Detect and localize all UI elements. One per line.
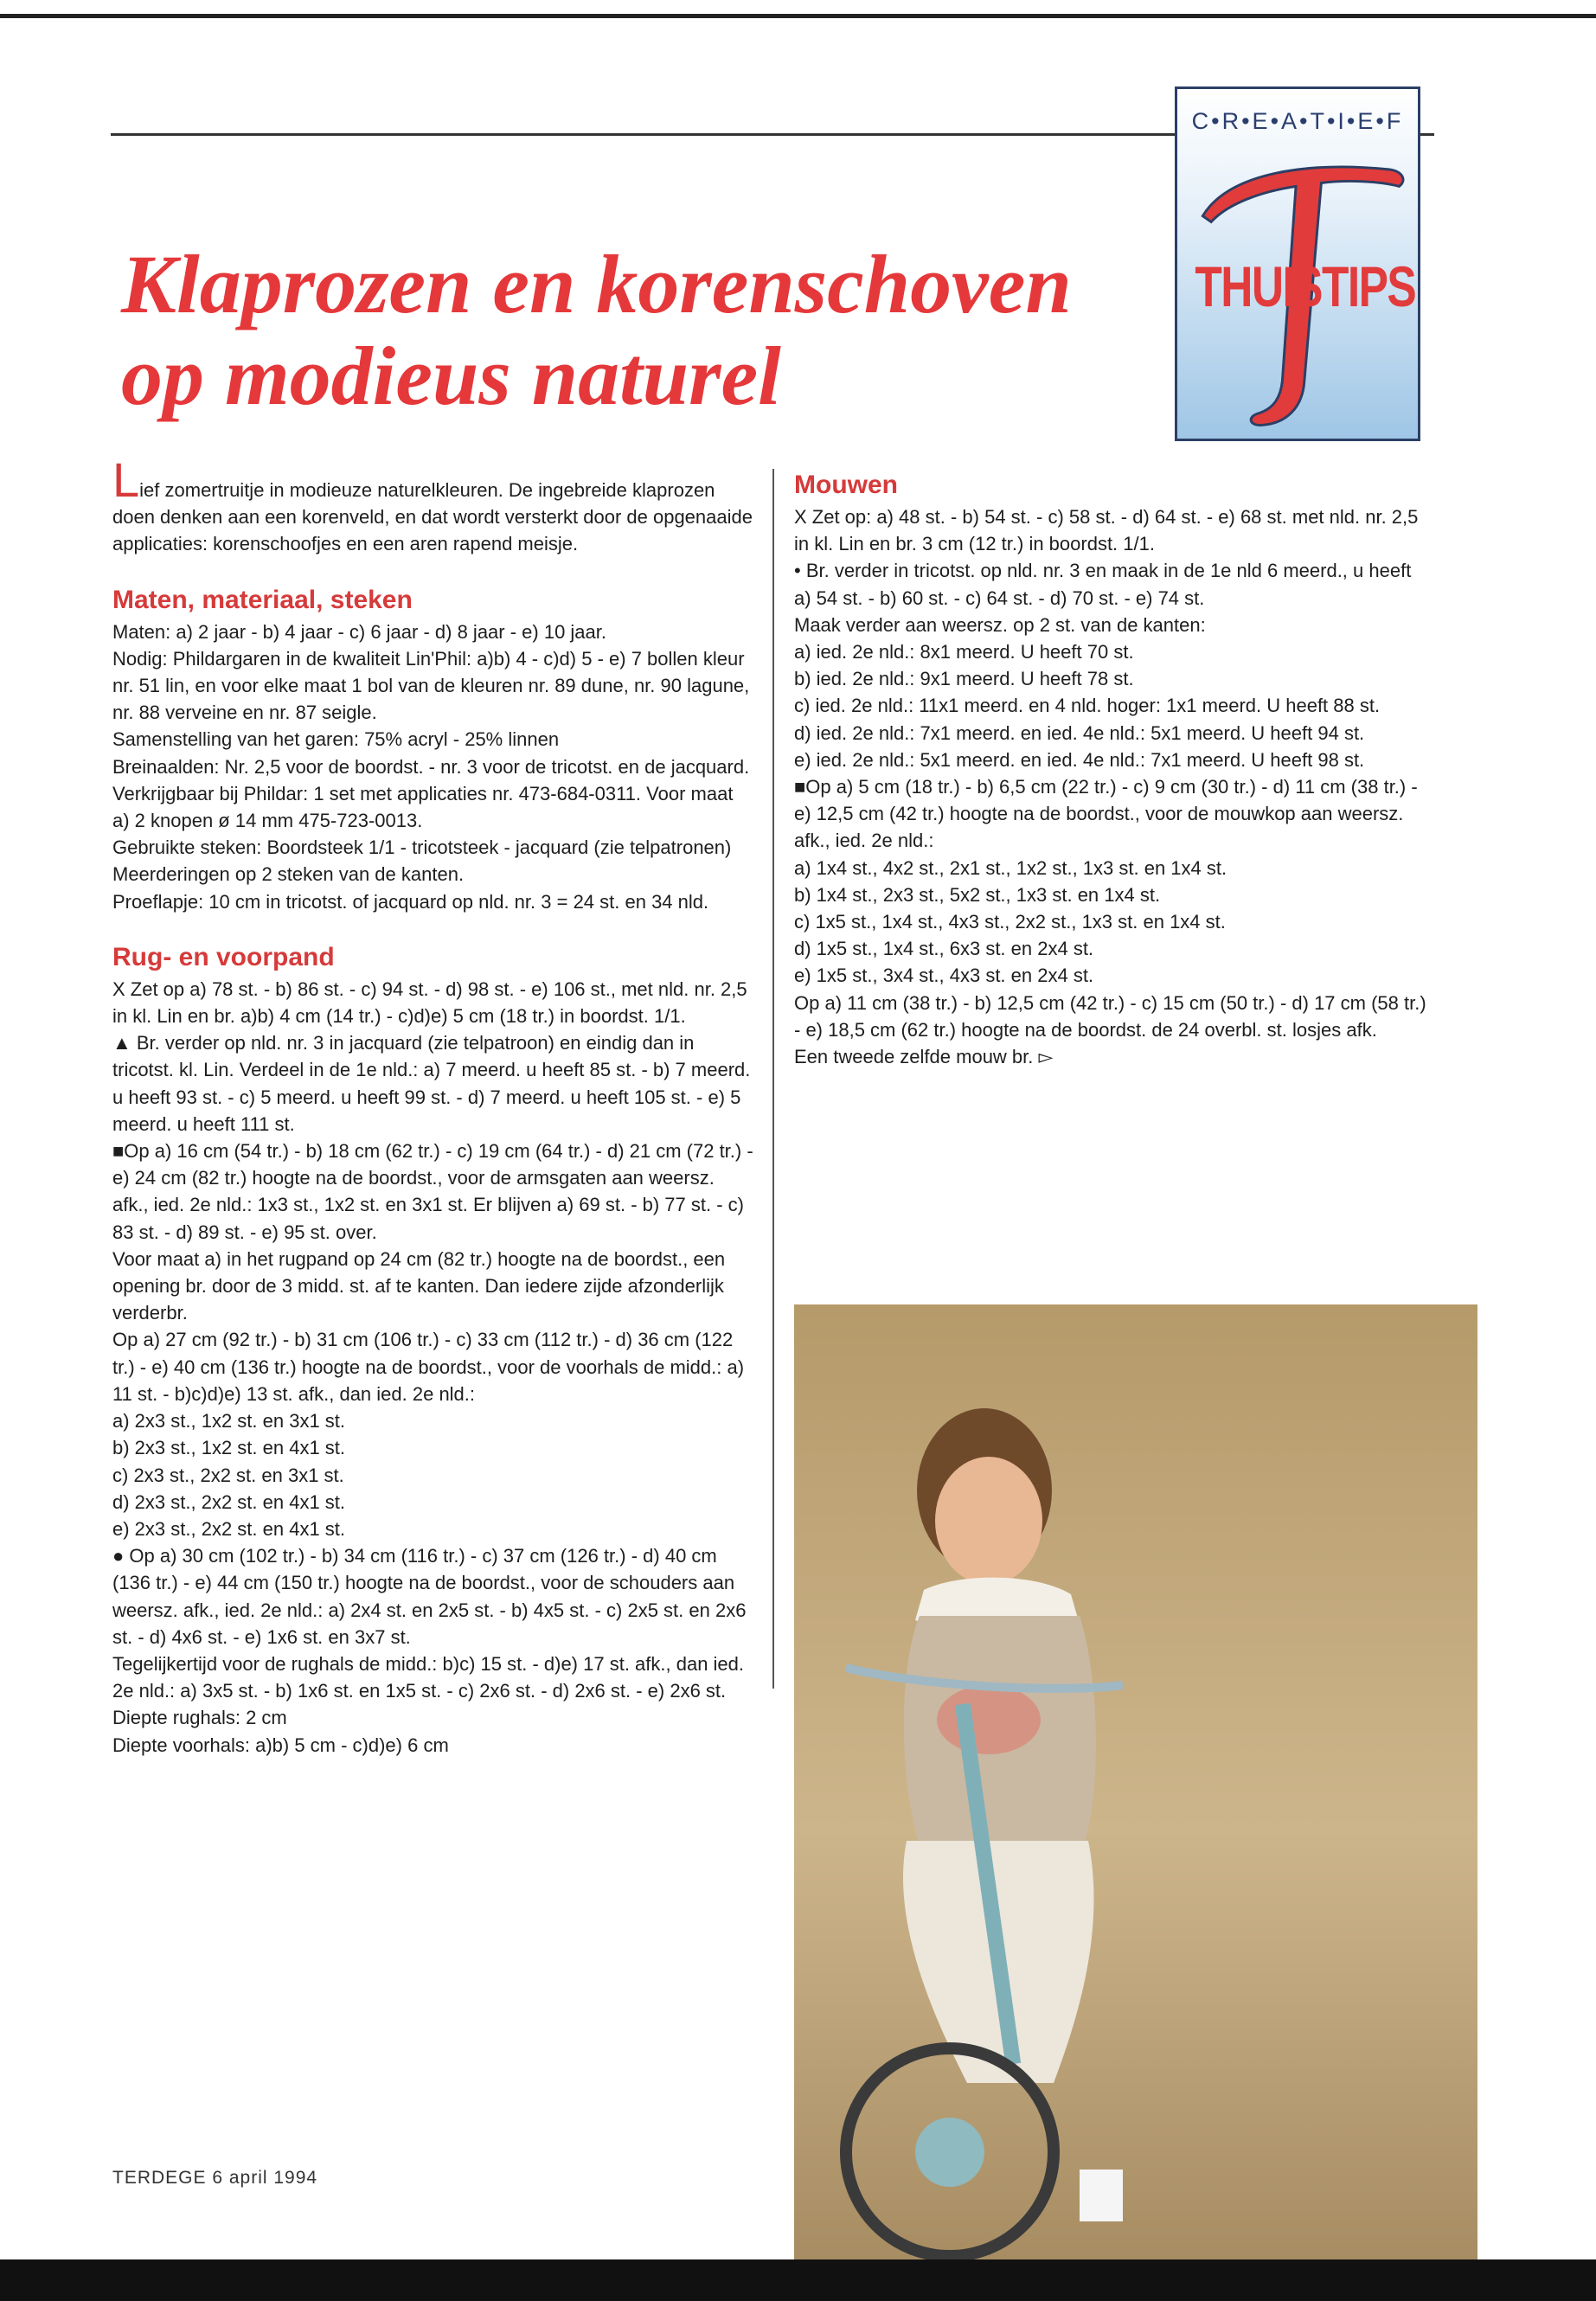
instruction-line: Tegelijkertijd voor de rughals de midd.: b)c) 15 st. - d)e) 17 st. afk., dan ied. 2e nld.: a) 3x5 st. - b) 1x6 st. en 1x5 st. - c) 2x6 st. - d) 2x6 st. - e) 2x6 st. xyxy=(112,1652,745,1702)
logo-thuistips-text: THUISTIPS xyxy=(1195,254,1416,318)
section-body-mouwen xyxy=(794,503,1430,1070)
top-rule xyxy=(0,14,1596,18)
instruction-line: Op a) 11 cm (38 tr.) - b) 12,5 cm (42 tr.) - c) 15 cm (50 tr.) - d) 17 cm (58 tr.) - e) 18,5 cm (62 tr.) hoogte na de boordst. de 24 overbl. st. losjes afk. xyxy=(794,991,1426,1041)
instruction-line: X Zet op a) 78 st. - b) 86 st. - c) 94 st. - d) 98 st. - e) 106 st., met nld. nr. 2,5 in kl. Lin en br. a)b) 4 cm (14 tr.) - c)d)e) 5 cm (18 tr.) in boordst. 1/1. xyxy=(112,977,747,1028)
instruction-line: Voor maat a) in het rugpand op 24 cm (82 tr.) hoogte na de boordst., een opening br. door de 3 midd. st. af te kanten. Dan iedere zijde afzonderlijk verderbr. xyxy=(112,1247,726,1324)
section-heading-maten: Maten, materiaal, steken xyxy=(112,585,413,614)
section-heading-rug-voorpand: Rug- en voorpand xyxy=(112,942,335,971)
instruction-line: ■Op a) 5 cm (18 tr.) - b) 6,5 cm (22 tr.) - c) 9 cm (30 tr.) - d) 11 cm (38 tr.) - e) 12,5 cm (42 tr.) hoogte na de boordst., voor de mouwkop aan weersz. afk., ied. 2e nld.: xyxy=(794,776,1418,852)
instruction-line: d) 1x5 st., 1x4 st., 6x3 st. en 2x4 st. xyxy=(794,938,1094,960)
instruction-line: b) 2x3 st., 1x2 st. en 4x1 st. xyxy=(112,1437,346,1459)
bottom-bar xyxy=(0,2259,1596,2301)
photo-girl-on-bicycle xyxy=(794,1304,1477,2259)
instruction-line: c) ied. 2e nld.: 11x1 meerd. en 4 nld. hoger: 1x1 meerd. U heeft 88 st. xyxy=(794,695,1381,717)
intro-text: ief zomertruitje in modieuze naturelkleuren. De ingebreide klaprozen doen denken aan een korenveld, en dat wordt versterkt door de opgenaaide applicaties: korenschoofjes en een aren rapend meisje. xyxy=(112,479,753,555)
title-line-2: op modieus naturel xyxy=(121,330,781,422)
instruction-line: d) ied. 2e nld.: 7x1 meerd. en ied. 4e nld.: 5x1 meerd. U heeft 94 st. xyxy=(794,721,1365,744)
left-column xyxy=(112,452,754,1759)
instruction-line: Breinaalden: Nr. 2,5 voor de boordst. - nr. 3 voor de tricotst. en de jacquard. xyxy=(112,755,750,778)
section-heading-mouwen: Mouwen xyxy=(794,471,898,499)
logo-creatief-text: C•R•E•A•T•I•E•F xyxy=(1191,108,1404,134)
instruction-line: Gebruikte steken: Boordsteek 1/1 - tricotsteek - jacquard (zie telpatronen) Meerderingen op 2 steken van de kanten. xyxy=(112,836,732,886)
title-line-1: Klaprozen en korenschoven xyxy=(121,238,1072,330)
instruction-line: • Br. verder in tricotst. op nld. nr. 3 en maak in de 1e nld 6 meerd., u heeft a) 54 st. - b) 60 st. - c) 64 st. - d) 70 st. - e) 74 st. xyxy=(794,560,1412,609)
instruction-line: ● Op a) 30 cm (102 tr.) - b) 34 cm (116 tr.) - c) 37 cm (126 tr.) - d) 40 cm (136 tr.) - e) 44 cm (150 tr.) hoogte na de boordst., voor de schouders aan weersz. afk., ied. 2e nld.: a) 2x4 st. en 2x5 st. - b) 4x5 st. - c) 2x5 st. en 2x6 st. - d) 4x6 st. - e) 1x6 st. en 3x7 st. xyxy=(112,1545,747,1648)
right-column xyxy=(794,467,1430,1070)
instruction-line: ▲ Br. verder op nld. nr. 3 in jacquard (zie telpatroon) en eindig dan in tricotst. kl. Lin. Verdeel in de 1e nld.: a) 7 meerd. u heeft 85 st. - b) 7 meerd. u heeft 93 st. - c) 5 meerd. u heeft 99 st. - d) 7 meerd. u heeft 105 st. - e) 5 meerd. u heeft 111 st. xyxy=(112,1032,751,1135)
instruction-line: a) 1x4 st., 4x2 st., 2x1 st., 1x2 st., 1x3 st. en 1x4 st. xyxy=(794,856,1227,879)
instruction-line: Samenstelling van het garen: 75% acryl - 25% linnen xyxy=(112,728,560,751)
instruction-line: Maak verder aan weersz. op 2 st. van de kanten: xyxy=(794,613,1206,636)
instruction-line: Diepte voorhals: a)b) 5 cm - c)d)e) 6 cm xyxy=(112,1734,449,1756)
instruction-line: b) 1x4 st., 2x3 st., 5x2 st., 1x3 st. en 1x4 st. xyxy=(794,883,1161,906)
instruction-line: e) ied. 2e nld.: 5x1 meerd. en ied. 4e nld.: 7x1 meerd. U heeft 98 st. xyxy=(794,748,1365,771)
creatief-thuistips-logo xyxy=(1175,87,1420,441)
instruction-line: Verkrijgbaar bij Phildar: 1 set met applicaties nr. 473-684-0311. Voor maat a) 2 knopen ø 14 mm 475-723-0013. xyxy=(112,782,734,832)
instruction-line: d) 2x3 st., 2x2 st. en 4x1 st. xyxy=(112,1490,346,1513)
instruction-line: Diepte rughals: 2 cm xyxy=(112,1707,287,1729)
instruction-line: e) 1x5 st., 3x4 st., 4x3 st. en 2x4 st. xyxy=(794,965,1094,987)
instruction-line: e) 2x3 st., 2x2 st. en 4x1 st. xyxy=(112,1517,346,1540)
instruction-line: Proeflapje: 10 cm in tricotst. of jacquard op nld. nr. 3 = 24 st. en 34 nld. xyxy=(112,890,709,913)
footer-issue: TERDEGE 6 april 1994 xyxy=(112,2168,318,2188)
instruction-line: Een tweede zelfde mouw br. ▻ xyxy=(794,1046,1054,1068)
section-body-maten xyxy=(112,619,754,915)
article-title xyxy=(121,239,1072,422)
instruction-line: a) 2x3 st., 1x2 st. en 3x1 st. xyxy=(112,1410,346,1433)
instruction-line: b) ied. 2e nld.: 9x1 meerd. U heeft 78 st. xyxy=(794,668,1134,690)
instruction-line: a) ied. 2e nld.: 8x1 meerd. U heeft 70 st. xyxy=(794,641,1134,663)
drop-cap: L xyxy=(112,452,140,507)
instruction-line: c) 2x3 st., 2x2 st. en 3x1 st. xyxy=(112,1464,344,1486)
instruction-line: Nodig: Phildargaren in de kwaliteit Lin'Phil: a)b) 4 - c)d) 5 - e) 7 bollen kleur nr. 51 lin, en voor elke maat 1 bol van de kleuren nr. 89 dune, nr. 90 lagune, nr. 88 verveine en nr. 87 seigle. xyxy=(112,647,750,724)
instruction-line: ■Op a) 16 cm (54 tr.) - b) 18 cm (62 tr.) - c) 19 cm (64 tr.) - d) 21 cm (72 tr.) - e) 24 cm (82 tr.) hoogte na de boordst., voor de armsgaten aan weersz. afk., ied. 2e nld.: 1x3 st., 1x2 st. en 3x1 st. Er blijven a) 69 st. - b) 77 st. - c) 83 st. - d) 89 st. - e) 95 st. over. xyxy=(112,1140,753,1243)
instruction-line: Maten: a) 2 jaar - b) 4 jaar - c) 6 jaar - d) 8 jaar - e) 10 jaar. xyxy=(112,620,607,643)
intro-paragraph xyxy=(112,452,754,558)
section-body-rug-voorpand xyxy=(112,976,754,1759)
instruction-line: X Zet op: a) 48 st. - b) 54 st. - c) 58 st. - d) 64 st. - e) 68 st. met nld. nr. 2,5 in kl. Lin en br. 3 cm (12 tr.) in boordst. 1/1. xyxy=(794,506,1419,555)
instruction-line: c) 1x5 st., 1x4 st., 4x3 st., 2x2 st., 1x3 st. en 1x4 st. xyxy=(794,911,1226,933)
instruction-line: Op a) 27 cm (92 tr.) - b) 31 cm (106 tr.) - c) 33 cm (112 tr.) - d) 36 cm (122 tr.) - e) 40 cm (136 tr.) hoogte na de boordst., voor de voorhals de midd.: a) 11 st. - b)c)d)e) 13 st. afk., dan ied. 2e nld.: xyxy=(112,1329,745,1405)
column-divider xyxy=(772,469,774,1689)
